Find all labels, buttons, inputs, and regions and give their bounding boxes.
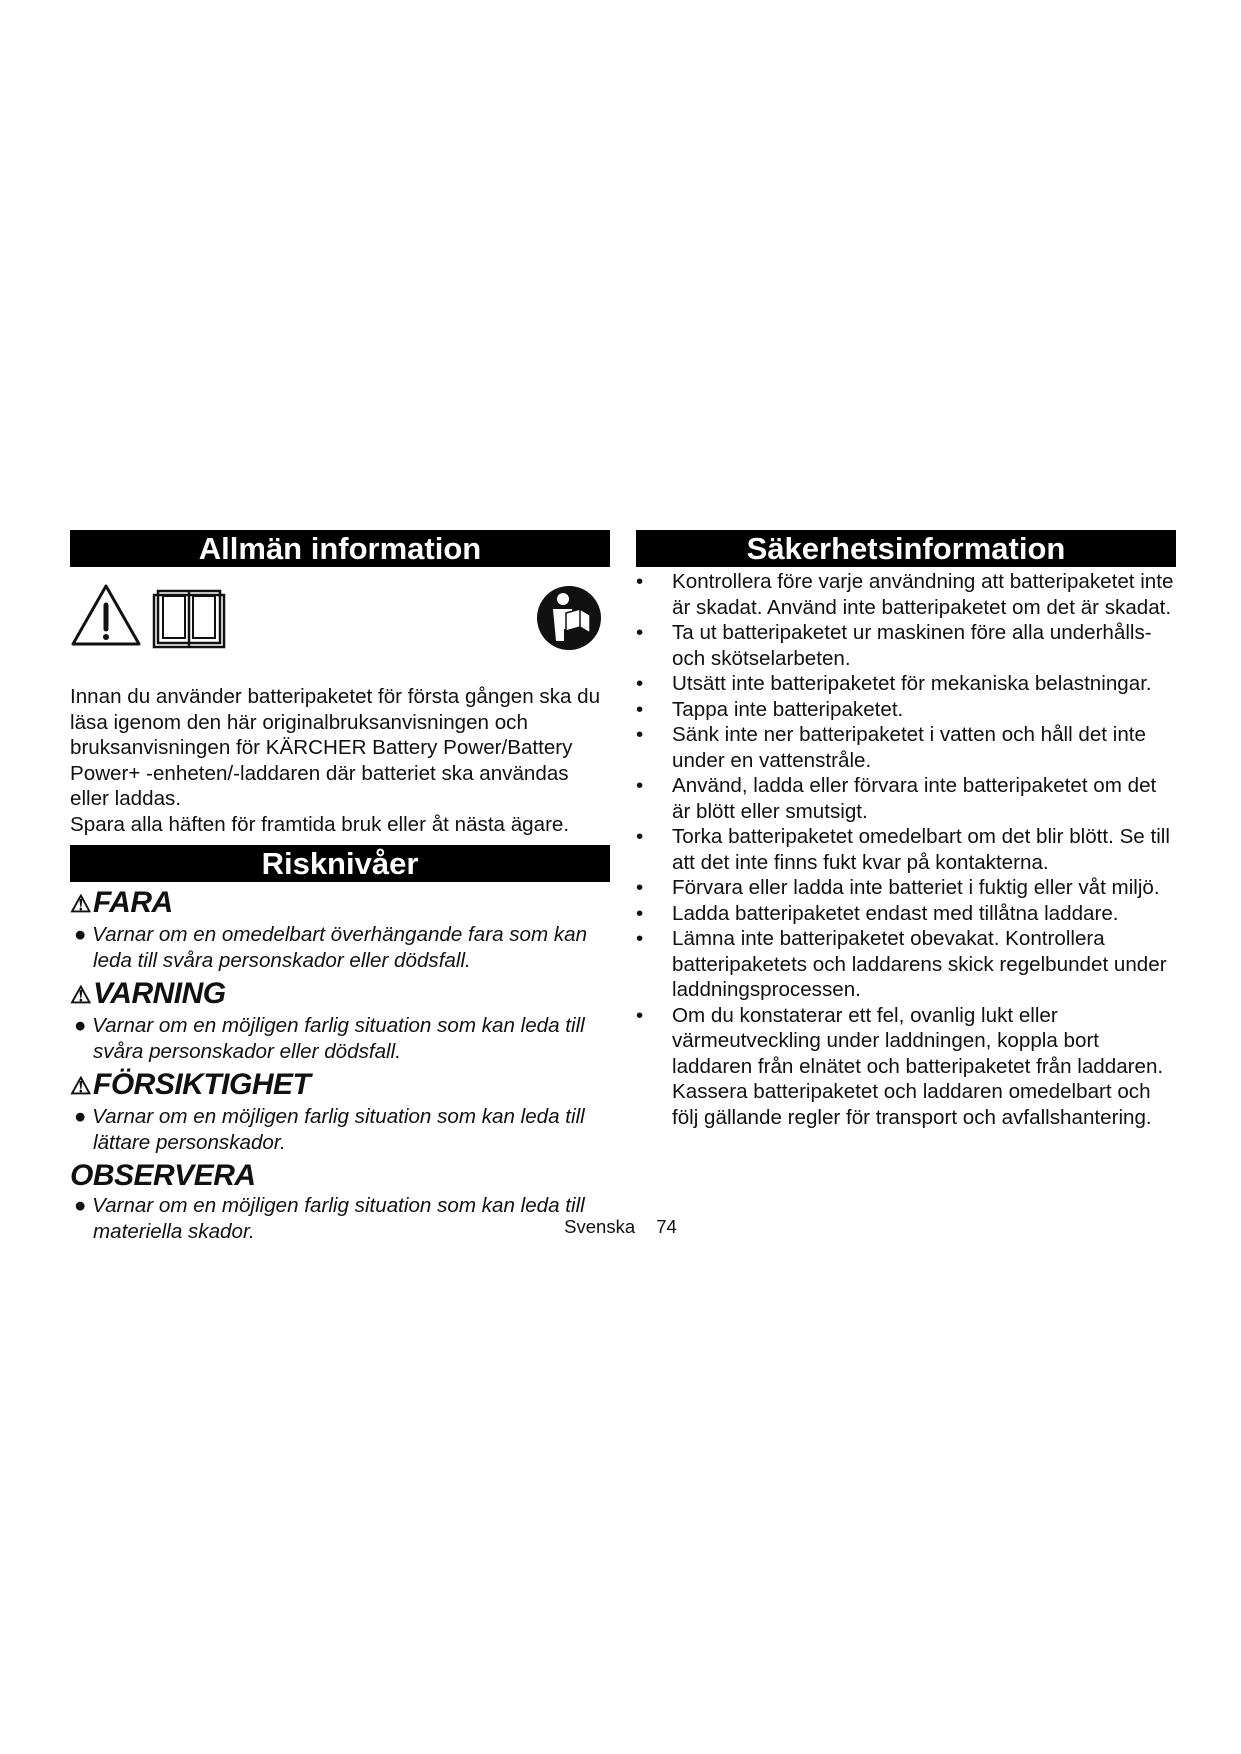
page-number: 74: [656, 1216, 677, 1237]
list-item: • Förvara eller ladda inte batteriet i fuktig eller våt miljö.: [636, 875, 1176, 901]
right-column: [636, 530, 1176, 1130]
footer-language: Svenska: [564, 1216, 636, 1237]
warning-symbol-icon: ⚠: [70, 982, 92, 1009]
warning-symbol-icon: ⚠: [70, 1073, 92, 1100]
general-info-heading: Allmän information: [70, 530, 610, 567]
risk-level-forsiktighet: [70, 1068, 610, 1104]
risk-level-description: ● Varnar om en möjligen farlig situation som kan leda till lättare personskador.: [74, 1105, 585, 1154]
page-footer: [0, 1216, 1241, 1238]
intro-paragraph: Innan du använder batteripaketet för första gången ska du läsa igenom den här originalbruksanvisningen och bruksanvisningen för KÄRCHER Battery Power/Battery Power+ -enheten/-laddaren där batteriet ska användas eller laddas.: [70, 685, 601, 810]
risk-levels-heading: Risknivåer: [70, 845, 610, 882]
list-item: • Torka batteripaketet omedelbart om det blir blött. Se till att det inte finns fukt kvar på kontakterna.: [636, 824, 1176, 875]
risk-level-varning: [70, 977, 610, 1013]
risk-level-description: ● Varnar om en möjligen farlig situation som kan leda till svåra personskador eller dödsfall.: [74, 1014, 585, 1063]
intro-paragraph: Spara alla häften för framtida bruk eller åt nästa ägare.: [70, 812, 570, 836]
list-item: • Ladda batteripaketet endast med tillåtna laddare.: [636, 901, 1176, 927]
risk-level-label: FARA: [93, 886, 173, 919]
book-icon: [152, 585, 226, 654]
warning-triangle-icon: [70, 583, 142, 652]
left-column: [70, 530, 610, 1244]
risk-level-fara: [70, 886, 610, 922]
read-manual-icon: [536, 585, 602, 656]
list-item: • Lämna inte batteripaketet obevakat. Kontrollera batteripaketets och laddarens skick regelbundet under laddningsprocessen.: [636, 926, 1176, 1003]
safety-info-heading: Säkerhetsinformation: [636, 530, 1176, 567]
warning-symbol-icon: ⚠: [70, 891, 92, 918]
list-item: • Kontrollera före varje användning att batteripaketet inte är skadat. Använd inte batteripaketet om det är skadat.: [636, 569, 1176, 620]
list-item: • Använd, ladda eller förvara inte batteripaketet om det är blött eller smutsigt.: [636, 773, 1176, 824]
symbol-row: [70, 581, 610, 681]
list-item: • Om du konstaterar ett fel, ovanlig lukt eller värmeutveckling under laddningen, koppla bort laddaren från elnätet och batteripaketet från laddaren. Kassera batteripaketet och laddaren omedelbart och följ gällande regler för transport och avfallshantering.: [636, 1003, 1176, 1131]
list-item: • Ta ut batteripaketet ur maskinen före alla underhålls- och skötselarbeten.: [636, 620, 1176, 671]
safety-list: [636, 569, 1176, 1130]
risk-level-observera: [70, 1159, 610, 1193]
list-item: • Tappa inte batteripaketet.: [636, 697, 1176, 723]
risk-level-label: FÖRSIKTIGHET: [93, 1068, 311, 1101]
risk-level-label: OBSERVERA: [70, 1159, 256, 1192]
risk-level-label: VARNING: [93, 977, 226, 1010]
risk-level-description: ● Varnar om en omedelbart överhängande fara som kan leda till svåra personskador eller dödsfall.: [74, 923, 588, 972]
list-item: • Utsätt inte batteripaketet för mekaniska belastningar.: [636, 671, 1176, 697]
risk-level-description: ● Varnar om en möjligen farlig situation som kan leda till materiella skador.: [74, 1194, 585, 1243]
list-item: • Sänk inte ner batteripaketet i vatten och håll det inte under en vattenstråle.: [636, 722, 1176, 773]
intro-text: [70, 684, 610, 837]
